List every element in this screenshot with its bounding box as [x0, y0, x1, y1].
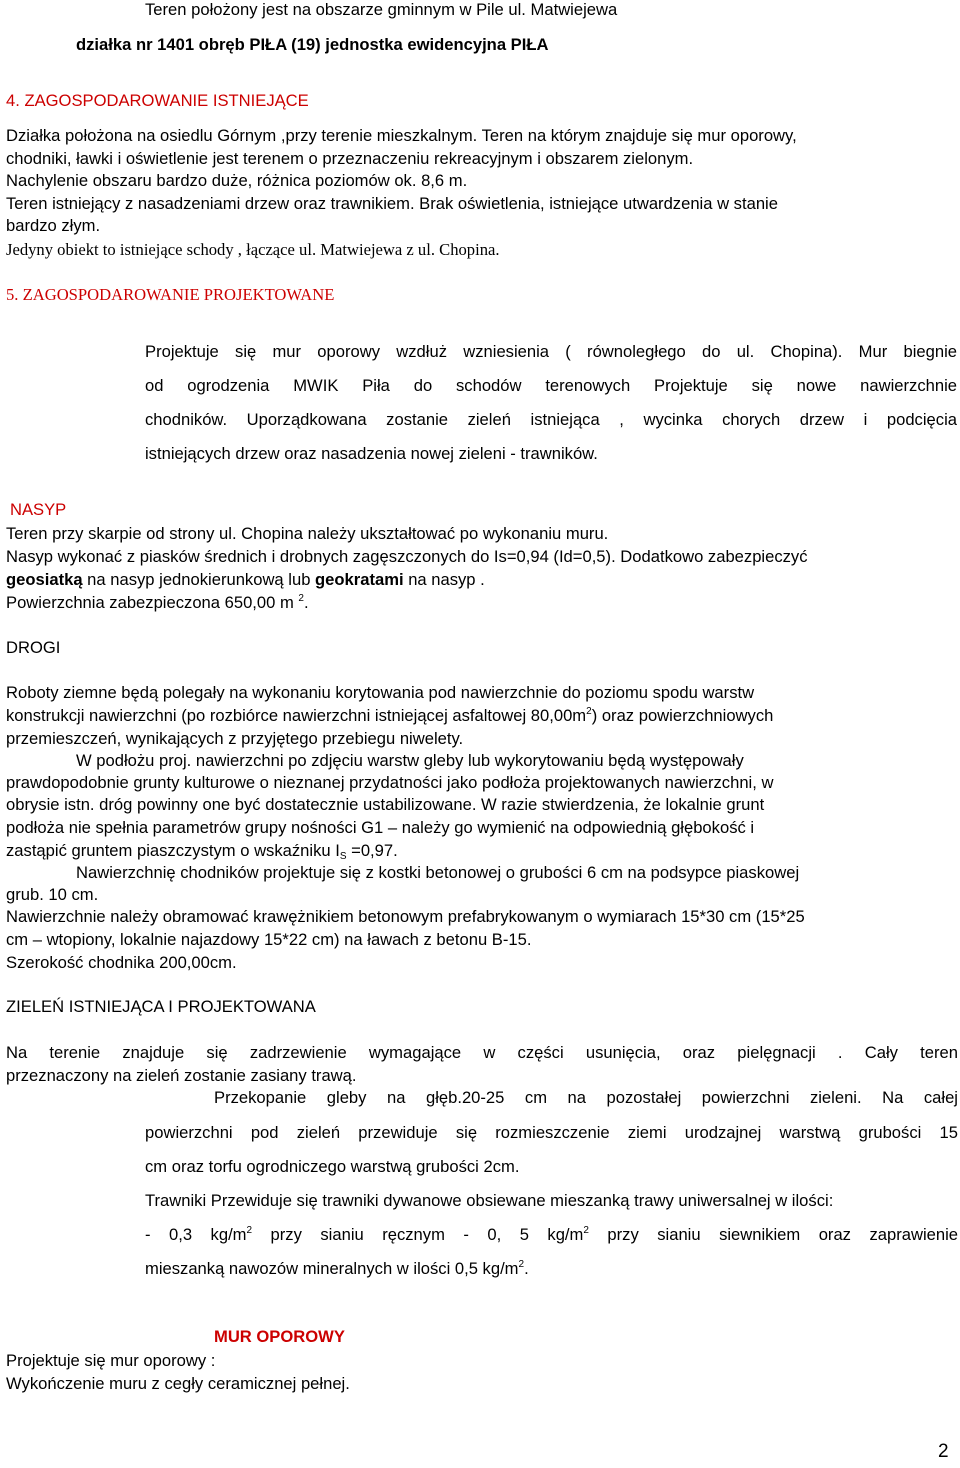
s5-line-1: Projektuje się mur oporowy wzdłuż wzniesienia ( równoległego do ul. Chopina). Mur biegnie: [145, 342, 957, 361]
drogi-line-12: cm – wtopiony, lokalnie najazdowy 15*22 cm) na ławach z betonu B-15.: [6, 930, 532, 949]
zielen-line-2: przeznaczony na zieleń zostanie zasiany trawą.: [6, 1066, 357, 1085]
zielen-line-7-exp2: 2: [583, 1225, 589, 1236]
area-period: .: [303, 593, 309, 612]
plot-line: działka nr 1401 obręb PIŁA (19) jednostka ewidencyjna PIŁA: [76, 35, 549, 54]
nasyp-line-3-end: na nasyp .: [403, 570, 485, 589]
zielen-line-8: [145, 1259, 529, 1279]
drogi-line-8-subscript: S: [339, 851, 347, 862]
drogi-line-1: Roboty ziemne będą polegały na wykonaniu korytowania pod nawierzchnie do poziomu spodu warstw: [6, 683, 755, 702]
s4-line-6: Jedyny obiekt to istniejące schody , łączące ul. Matwiejewa z ul. Chopina.: [6, 240, 500, 259]
drogi-line-8-a: zastąpić gruntem piaszczystym o wskaźniku I: [6, 841, 340, 860]
nasyp-line-1: Teren przy skarpie od strony ul. Chopina należy ukształtować po wykonaniu muru.: [6, 524, 609, 543]
nasyp-line-3-mid: na nasyp jednokierunkową lub: [82, 570, 316, 589]
nasyp-line-3: [6, 570, 485, 590]
zielen-line-1: Na terenie znajduje się zadrzewienie wymagające w części usunięcia, oraz pielęgnacji . Cały teren: [6, 1043, 958, 1062]
drogi-heading: DROGI: [6, 638, 61, 657]
zielen-line-7-exp1: 2: [246, 1225, 253, 1236]
drogi-line-2: [6, 706, 773, 726]
nasyp-line-2: Nasyp wykonać z piasków średnich i drobnych zagęszczonych do Is=0,94 (Id=0,5). Dodatkowo zabezpieczyć: [6, 547, 808, 566]
drogi-line-8: [6, 841, 398, 861]
drogi-line-6: obrysie istn. dróg powinny one być dostatecznie ustabilizowane. W razie stwierdzenia, że lokalnie grunt: [6, 795, 765, 814]
page-number: 2: [938, 1441, 949, 1462]
area-exponent: 2: [298, 593, 304, 604]
zielen-line-7-a: - 0,3 kg/m: [145, 1225, 247, 1244]
s5-line-4: istniejących drzew oraz nasadzenia nowej zieleni - trawników.: [145, 444, 598, 463]
geosiatka-term: geosiatką: [6, 570, 83, 589]
zielen-line-8-a: mieszanką nawozów mineralnych w ilości 0,5 kg/m: [145, 1259, 519, 1278]
s4-line-3: Nachylenie obszaru bardzo duże, różnica poziomów ok. 8,6 m.: [6, 171, 468, 190]
section-4-heading: 4. ZAGOSPODAROWANIE ISTNIEJĄCE: [6, 91, 309, 110]
drogi-line-11: Nawierzchnie należy obramować krawężnikiem betonowym prefabrykowanym o wymiarach 15*30 cm (15*25: [6, 907, 805, 926]
s4-line-5: bardzo złym.: [6, 216, 101, 235]
zielen-line-7-b: przy sianiu ręcznym - 0, 5 kg/m: [252, 1225, 584, 1244]
drogi-line-8-b: =0,97.: [346, 841, 398, 860]
location-line: Teren położony jest na obszarze gminnym w Pile ul. Matwiejewa: [145, 0, 618, 19]
nasyp-heading: NASYP: [10, 500, 67, 519]
mur-line-1: Projektuje się mur oporowy :: [6, 1351, 216, 1370]
zielen-line-8-b: .: [524, 1259, 529, 1278]
section-5-heading: 5. ZAGOSPODAROWANIE PROJEKTOWANE: [6, 285, 335, 304]
drogi-line-5: prawdopodobnie grunty kulturowe o nieznanej przydatności jako podłoża projektowanych nawierzchni, w: [6, 773, 774, 792]
zielen-line-4: powierzchni pod zieleń przewiduje się rozmieszczenie ziemi urodzajnej warstwą grubości 15: [145, 1123, 958, 1142]
drogi-line-2-b: ) oraz powierzchniowych: [591, 706, 774, 725]
drogi-line-7: podłoża nie spełnia parametrów grupy nośności G1 – należy go wymienić na odpowiednią głębokość i: [6, 818, 755, 837]
drogi-line-2-a: konstrukcji nawierzchni (po rozbiórce nawierzchni istniejącej asfaltowej 80,00m: [6, 706, 587, 725]
nasyp-line-4: [6, 593, 309, 613]
geokraty-term: geokratami: [315, 570, 404, 589]
s4-line-4: Teren istniejący z nasadzeniami drzew oraz trawnikiem. Brak oświetlenia, istniejące utwardzenia w stanie: [6, 194, 778, 213]
drogi-line-10: grub. 10 cm.: [6, 885, 99, 904]
drogi-line-3: przemieszczeń, wynikających z przyjętego przebiegu niwelety.: [6, 729, 464, 748]
zielen-line-6: Trawniki Przewiduje się trawniki dywanowe obsiewane mieszanką trawy uniwersalnej w ilości:: [145, 1191, 834, 1210]
drogi-line-13: Szerokość chodnika 200,00cm.: [6, 953, 237, 972]
mur-heading: MUR OPOROWY: [214, 1327, 345, 1346]
drogi-line-9: Nawierzchnię chodników projektuje się z kostki betonowej o grubości 6 cm na podsypce piaskowej: [76, 863, 800, 882]
zielen-line-5: cm oraz torfu ogrodniczego warstwą grubości 2cm.: [145, 1157, 520, 1176]
zielen-line-8-exp: 2: [518, 1259, 525, 1270]
s4-line-1: Działka położona na osiedlu Górnym ,przy terenie mieszkalnym. Teren na którym znajduje się mur oporowy,: [6, 126, 797, 145]
s5-line-2: od ogrodzenia MWIK Piła do schodów terenowych Projektuje się nowe nawierzchnie: [145, 376, 957, 395]
mur-line-2: Wykończenie muru z cegły ceramicznej pełnej.: [6, 1374, 350, 1393]
s5-line-3: chodników. Uporządkowana zostanie zieleń istniejąca , wycinka chorych drzew i podcięcia: [145, 410, 957, 429]
zielen-heading: ZIELEŃ ISTNIEJĄCA I PROJEKTOWANA: [6, 997, 316, 1016]
s4-line-2: chodniki, ławki i oświetlenie jest terenem o przeznaczeniu rekreacyjnym i obszarem zielonym.: [6, 149, 694, 168]
zielen-line-3: Przekopanie gleby na głęb.20-25 cm na pozostałej powierzchni zieleni. Na całej: [214, 1088, 958, 1107]
area-text: Powierzchnia zabezpieczona 650,00 m: [6, 593, 299, 612]
drogi-line-4: W podłożu proj. nawierzchni po zdjęciu warstw gleby lub wykorytowaniu będą występowały: [76, 751, 744, 770]
drogi-line-2-exponent: 2: [586, 706, 592, 717]
zielen-line-7: [145, 1225, 958, 1245]
zielen-line-7-c: przy sianiu siewnikiem oraz zaprawienie: [588, 1225, 959, 1244]
